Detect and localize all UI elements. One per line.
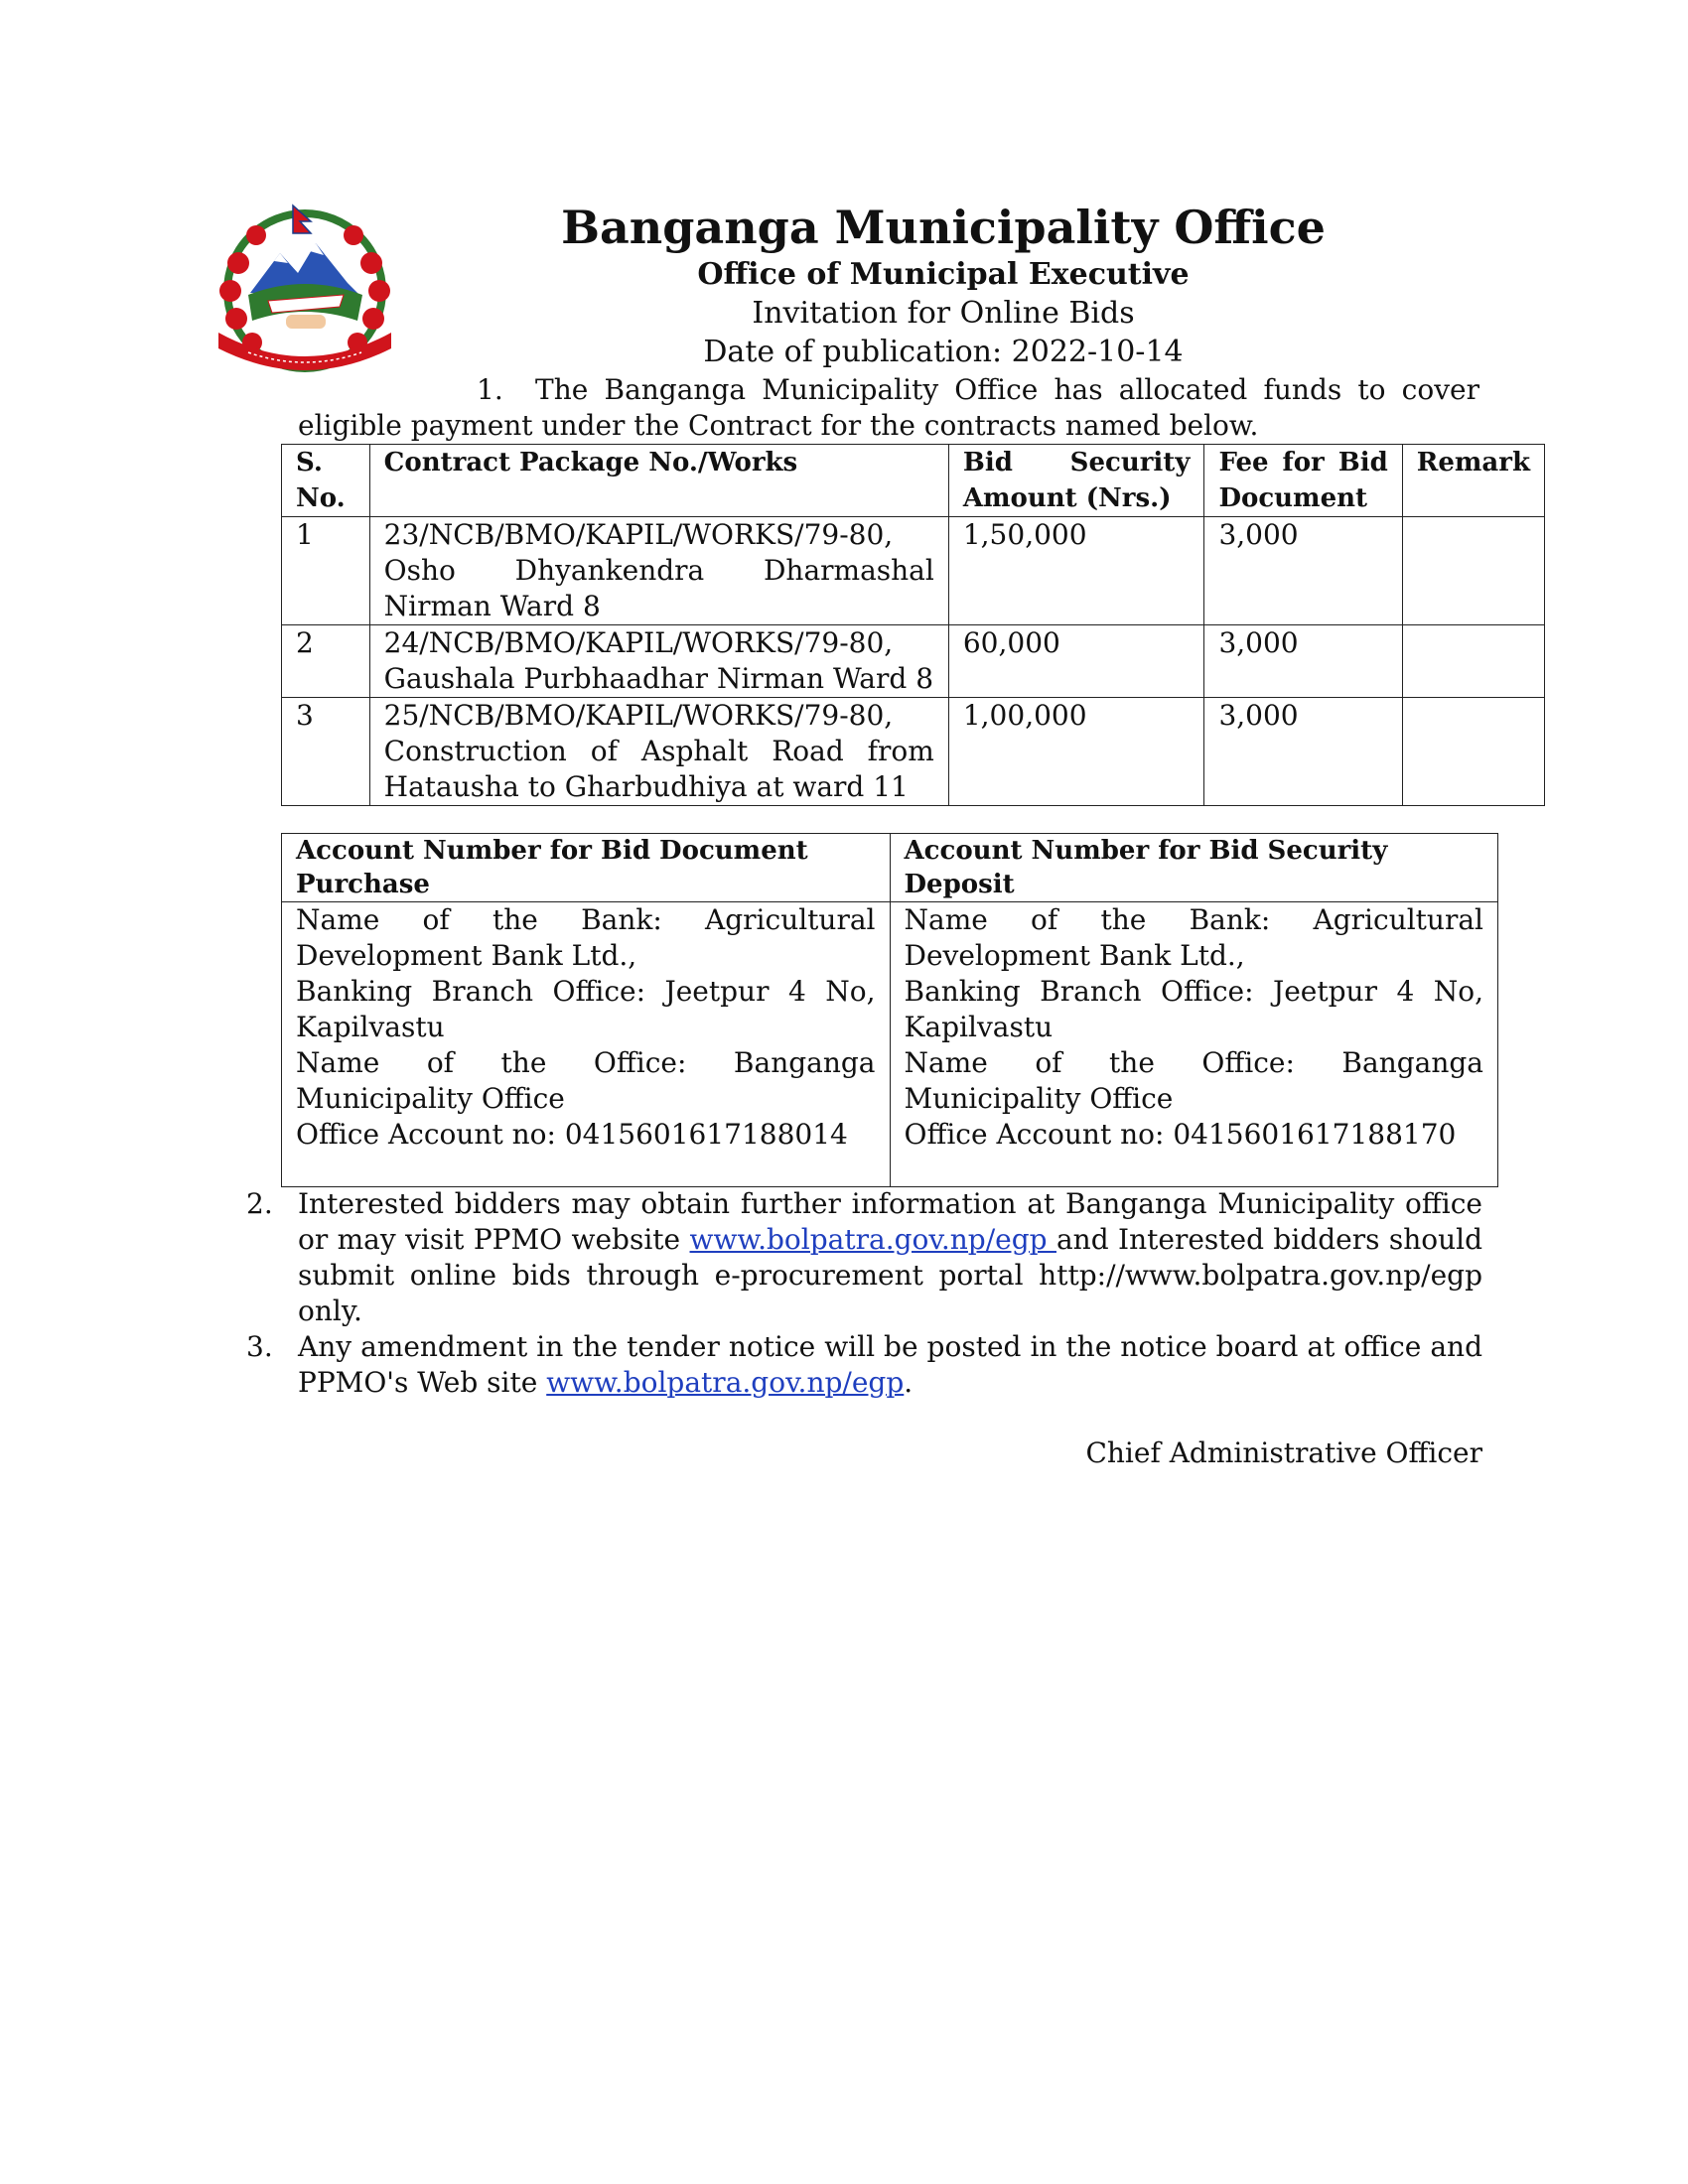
col-header-purchase-account: Account Number for Bid Document Purchase xyxy=(282,834,891,902)
letterhead xyxy=(397,199,1489,371)
item-text: . xyxy=(904,1366,914,1399)
cell-bid-security: 60,000 xyxy=(948,625,1204,698)
cell-fee: 3,000 xyxy=(1204,517,1402,625)
cell-bid-security: 1,00,000 xyxy=(948,698,1204,806)
package-number: 25/NCB/BMO/KAPIL/WORKS/79-80, xyxy=(383,699,894,732)
table-row xyxy=(282,698,1545,806)
paragraph-number: 1. xyxy=(477,373,503,406)
paragraph-text: The Banganga Municipality Office has allocated funds to cover eligible payment under the Contract for the contracts named below. xyxy=(298,373,1479,442)
paragraph-1 xyxy=(298,372,1479,444)
contracts-table xyxy=(281,444,1545,806)
col-header-package: Contract Package No./Works xyxy=(369,445,948,517)
purchase-account-details xyxy=(282,902,891,1187)
signature-title: Chief Administrative Officer xyxy=(1085,1436,1482,1469)
cell-package xyxy=(369,698,948,806)
table-header-row xyxy=(282,834,1498,902)
ppmo-website-link[interactable]: www.bolpatra.gov.np/egp xyxy=(546,1366,905,1399)
ppmo-website-link[interactable]: www.bolpatra.gov.np/egp xyxy=(689,1223,1056,1256)
bank-name: Name of the Bank: Agricultural Development Bank Ltd., xyxy=(904,903,1483,972)
item-number: 2. xyxy=(246,1187,273,1220)
cell-remark xyxy=(1402,625,1544,698)
table-row xyxy=(282,517,1545,625)
work-name: Osho Dhyankendra Dharmashal Nirman Ward 8 xyxy=(383,554,934,622)
cell-sno: 3 xyxy=(282,698,370,806)
item-text: and Interested bidders should submit online bids through e-procurement portal http://www.bolpatra.gov.np/egp only. xyxy=(298,1223,1483,1327)
accounts-table xyxy=(281,833,1498,1187)
cell-package xyxy=(369,517,948,625)
notice-type: Invitation for Online Bids xyxy=(752,296,1135,331)
item-number: 3. xyxy=(246,1330,273,1363)
cell-fee: 3,000 xyxy=(1204,625,1402,698)
cell-fee: 3,000 xyxy=(1204,698,1402,806)
table-row xyxy=(282,902,1498,1187)
col-header-fee: Fee for Bid Document xyxy=(1204,445,1402,517)
office-name: Name of the Office: Banganga Municipality Office xyxy=(904,1046,1483,1115)
work-name: Construction of Asphalt Road from Hatausha to Gharbudhiya at ward 11 xyxy=(383,735,934,803)
branch-office: Banking Branch Office: Jeetpur 4 No, Kapilvastu xyxy=(904,975,1483,1043)
item-text: Any amendment in the tender notice will be posted in the notice board at office and PPMO's Web site xyxy=(298,1330,1482,1399)
col-header-bid-security: Bid Security Amount (Nrs.) xyxy=(948,445,1204,517)
package-number: 23/NCB/BMO/KAPIL/WORKS/79-80, xyxy=(383,518,894,551)
col-header-remark: Remark xyxy=(1402,445,1544,517)
office-name: Name of the Office: Banganga Municipality Office xyxy=(296,1046,876,1115)
cell-remark xyxy=(1402,517,1544,625)
deposit-account-details xyxy=(890,902,1498,1187)
cell-sno: 2 xyxy=(282,625,370,698)
table-row xyxy=(282,625,1545,698)
account-number: Office Account no: 0415601617188170 xyxy=(904,1118,1457,1151)
cell-bid-security: 1,50,000 xyxy=(948,517,1204,625)
national-emblem-icon xyxy=(209,204,402,382)
item-text: Interested bidders may obtain further information at Banganga Municipality office or may visit PPMO website xyxy=(298,1187,1482,1256)
branch-office: Banking Branch Office: Jeetpur 4 No, Kapilvastu xyxy=(296,975,876,1043)
page-title: Banganga Municipality Office xyxy=(561,201,1326,254)
cell-sno: 1 xyxy=(282,517,370,625)
publication-date: Date of publication: 2022-10-14 xyxy=(703,335,1184,369)
table-header-row xyxy=(282,445,1545,517)
notice-items xyxy=(246,1186,1482,1401)
col-header-sno: S. No. xyxy=(282,445,370,517)
cell-remark xyxy=(1402,698,1544,806)
bank-name: Name of the Bank: Agricultural Development Bank Ltd., xyxy=(296,903,876,972)
package-number: 24/NCB/BMO/KAPIL/WORKS/79-80, xyxy=(383,626,894,659)
list-item xyxy=(246,1329,1482,1401)
office-subtitle: Office of Municipal Executive xyxy=(697,257,1190,292)
account-number: Office Account no: 0415601617188014 xyxy=(296,1118,848,1151)
cell-package xyxy=(369,625,948,698)
col-header-deposit-account: Account Number for Bid Security Deposit xyxy=(890,834,1498,902)
work-name: Gaushala Purbhaadhar Nirman Ward 8 xyxy=(383,662,934,695)
list-item xyxy=(246,1186,1482,1329)
